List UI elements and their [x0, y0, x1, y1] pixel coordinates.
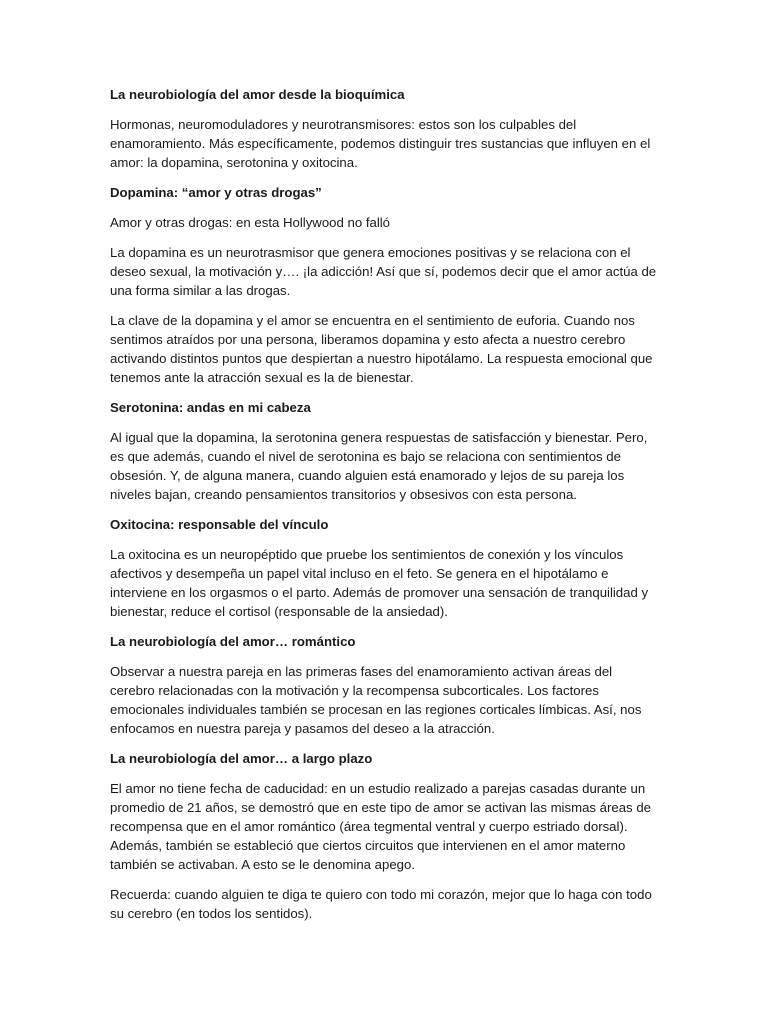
dopamina-paragraph-2: La dopamina es un neurotrasmisor que genera emociones positivas y se relaciona con el deseo sexual, la motivación y…. ¡la adicción! Así que sí, podemos decir que el amor actúa de una forma similar a las drogas.	[110, 245, 657, 298]
oxitocina-paragraph-1: La oxitocina es un neuropéptido que pruebe los sentimientos de conexión y los vínculos afectivos y desempeña un papel vital incluso en el feto. Se genera en el hipotálamo e interviene en los orgasmos o el parto. Además de promover una sensación de tranquilidad y bienestar, reduce el cortisol (responsable de la ansiedad).	[110, 547, 649, 619]
dopamina-paragraph-3: La clave de la dopamina y el amor se encuentra en el sentimiento de euforia. Cuando nos sentimos atraídos por una persona, liberamos dopamina y esto afecta a nuestro cerebro activando distintos puntos que despiertan a nuestro hipotálamo. La respuesta emocional que tenemos ante la atracción sexual es la de bienestar.	[110, 313, 653, 385]
intro-paragraph: Hormonas, neuromoduladores y neurotransmisores: estos son los culpables del enamoramiento. Más específicamente, podemos distinguir tres sustancias que influyen en el amor: la dopamina, serotonina y oxitocina.	[110, 117, 651, 170]
section-heading-dopamina: Dopamina: “amor y otras drogas”	[110, 185, 322, 200]
document-body	[110, 85, 658, 923]
section-heading-romantico: La neurobiología del amor… romántico	[110, 634, 356, 649]
largo-plazo-paragraph-1: El amor no tiene fecha de caducidad: en un estudio realizado a parejas casadas durante un promedio de 21 años, se demostró que en este tipo de amor se activan las mismas áreas de recompensa que en el amor romántico (área tegmental ventral y cuerpo estriado dorsal). Además, también se estableció que ciertos circuitos que intervienen en el amor materno también se activaban. A esto se le denomina apego.	[110, 781, 651, 872]
romantico-paragraph-1: Observar a nuestra pareja en las primeras fases del enamoramiento activan áreas del cerebro relacionadas con la motivación y la recompensa subcorticales. Los factores emocionales individuales también se procesan en las regiones corticales límbicas. Así, nos enfocamos en nuestra pareja y pasamos del deseo a la atracción.	[110, 664, 642, 736]
section-heading-serotonina: Serotonina: andas en mi cabeza	[110, 400, 311, 415]
section-heading-largo-plazo: La neurobiología del amor… a largo plazo	[110, 751, 373, 766]
closing-paragraph: Recuerda: cuando alguien te diga te quiero con todo mi corazón, mejor que lo haga con todo su cerebro (en todos los sentidos).	[110, 887, 652, 921]
serotonina-paragraph-1: Al igual que la dopamina, la serotonina genera respuestas de satisfacción y bienestar. Pero, es que además, cuando el nivel de serotonina es bajo se relaciona con sentimientos de obsesión. Y, de alguna manera, cuando alguien está enamorado y lejos de su pareja los niveles bajan, creando pensamientos transitorios y obsesivos con esta persona.	[110, 430, 648, 502]
document-title: La neurobiología del amor desde la bioquímica	[110, 87, 405, 102]
dopamina-paragraph-1: Amor y otras drogas: en esta Hollywood no falló	[110, 215, 391, 230]
section-heading-oxitocina: Oxitocina: responsable del vínculo	[110, 517, 329, 532]
